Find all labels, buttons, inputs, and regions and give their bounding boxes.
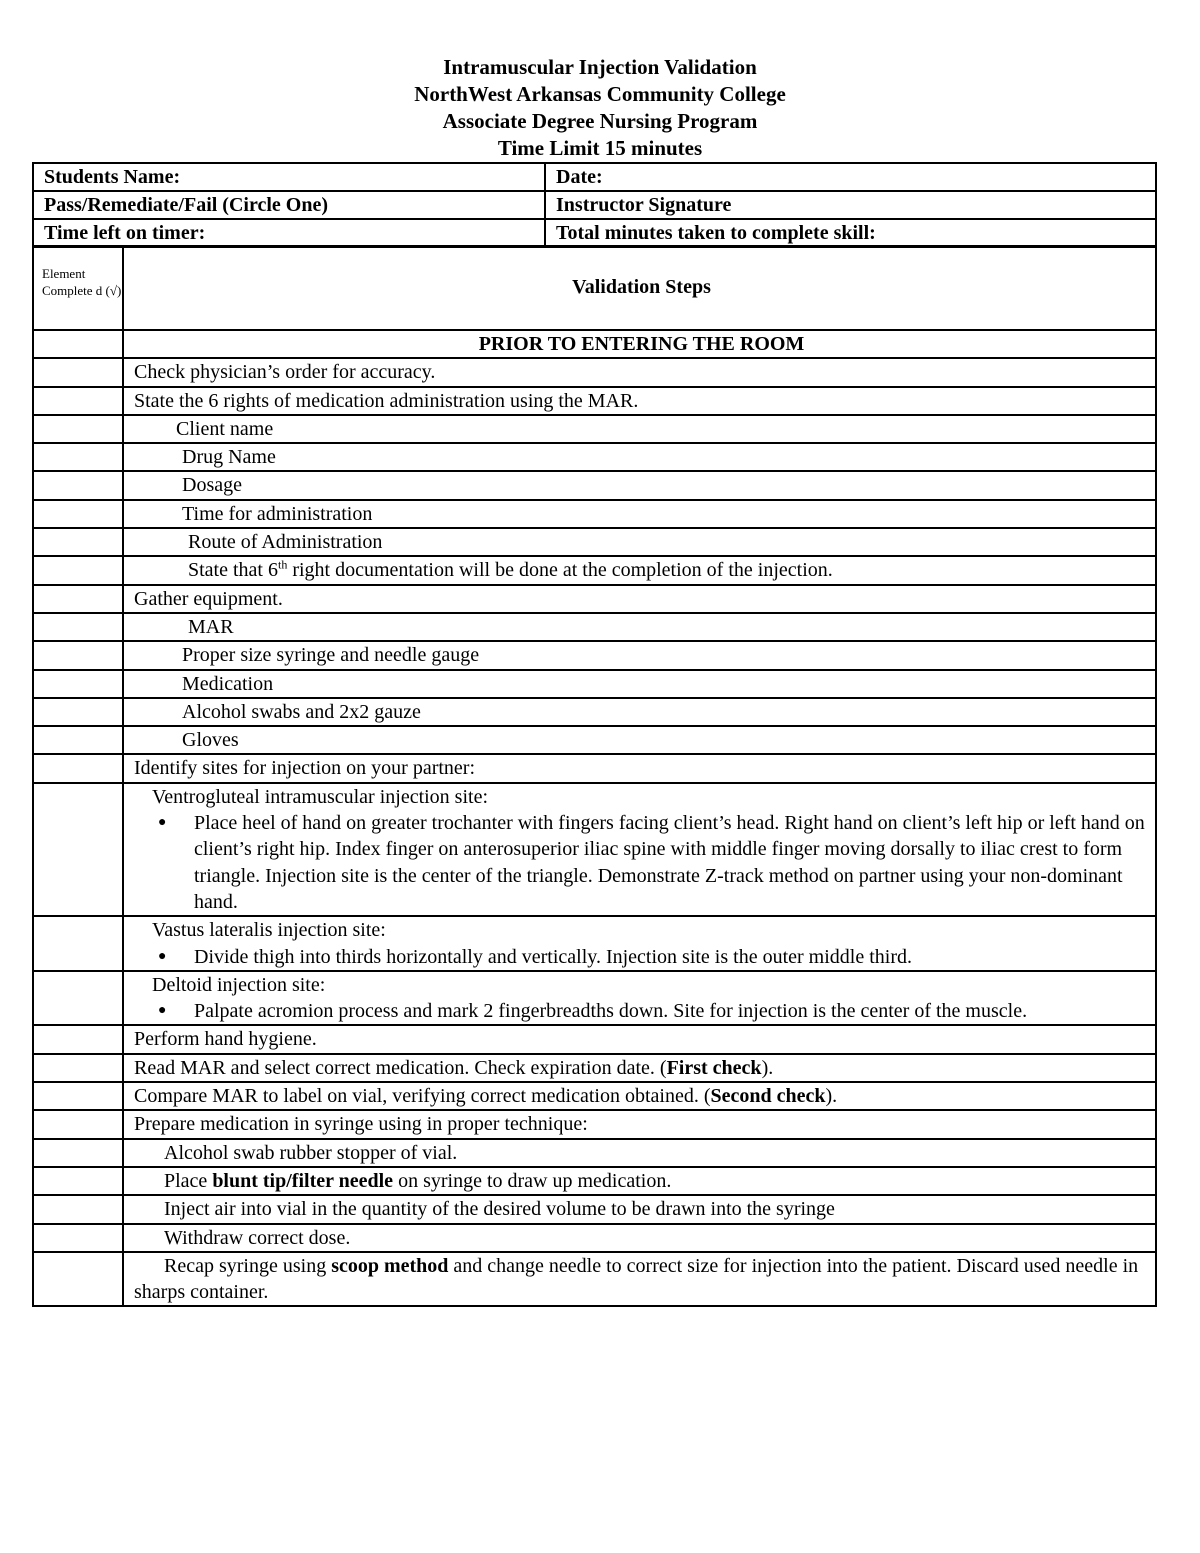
step-row [123, 1082, 1156, 1110]
doc-title: Intramuscular Injection Validation [443, 55, 757, 79]
step-row: Check physician’s order for accuracy. [123, 358, 1156, 386]
check-cell[interactable] [33, 1167, 123, 1195]
site-title: Ventrogluteal intramuscular injection site: [152, 785, 489, 808]
check-cell[interactable] [33, 358, 123, 386]
check-cell[interactable] [33, 387, 123, 415]
check-cell[interactable] [33, 1082, 123, 1110]
step-row [123, 1252, 1156, 1307]
check-cell[interactable] [33, 971, 123, 1026]
check-cell[interactable] [33, 726, 123, 754]
site-instruction: ● Place heel of hand on greater trochanter with fingers facing client’s head. Right hand on client’s left hip or left hand on client’s right hip. Index finger on anterosuperior iliac spine with middle finger moving dorsally to iliac crest to form triangle. Injection site is the center of the triangle. Demonstrate Z-track method on partner using your non-dominant hand. [194, 810, 1149, 915]
step-row: Gather equipment. [123, 585, 1156, 613]
instructor-signature-field[interactable]: Instructor Signature [545, 191, 1156, 219]
step-emphasis: scoop method [331, 1254, 449, 1277]
check-cell[interactable] [33, 443, 123, 471]
check-cell[interactable] [33, 754, 123, 782]
step-row: Perform hand hygiene. [123, 1025, 1156, 1053]
step-text: right documentation will be done at the completion of the injection. [287, 559, 833, 582]
pass-fail-field[interactable]: Pass/Remediate/Fail (Circle One) [33, 191, 545, 219]
element-completed-label: Element Complete d (√) [42, 266, 122, 298]
check-cell[interactable] [33, 528, 123, 556]
step-row: MAR [123, 613, 1156, 641]
step-text: Recap syringe using [164, 1254, 332, 1277]
step-row [123, 1054, 1156, 1082]
step-emphasis: blunt tip/filter needle [212, 1169, 394, 1192]
site-title: Vastus lateralis injection site: [152, 919, 386, 942]
step-text: Compare MAR to label on vial, verifying correct medication obtained. ( [134, 1085, 711, 1108]
check-cell[interactable] [33, 670, 123, 698]
element-completed-header [33, 246, 123, 330]
check-cell[interactable] [33, 415, 123, 443]
student-name-field[interactable]: Students Name: [33, 163, 545, 191]
step-text: State that 6 [188, 559, 278, 582]
step-row: Alcohol swabs and 2x2 gauze [123, 698, 1156, 726]
step-row: Identify sites for injection on your partner: [123, 754, 1156, 782]
step-row [123, 1167, 1156, 1195]
step-row: Prepare medication in syringe using in proper technique: [123, 1110, 1156, 1138]
check-cell[interactable] [33, 1252, 123, 1307]
superscript: th [277, 557, 288, 572]
step-emphasis: Second check [710, 1085, 826, 1108]
step-text: on syringe to draw up medication. [393, 1169, 672, 1192]
step-row: Dosage [123, 471, 1156, 499]
check-cell[interactable] [33, 1110, 123, 1138]
step-row [123, 971, 1156, 1026]
check-cell[interactable] [33, 916, 123, 971]
check-cell[interactable] [33, 698, 123, 726]
check-cell[interactable] [33, 783, 123, 916]
check-cell[interactable] [33, 556, 123, 584]
date-field[interactable]: Date: [545, 163, 1156, 191]
section-heading: PRIOR TO ENTERING THE ROOM [123, 330, 1156, 358]
step-emphasis: First check [666, 1056, 762, 1079]
student-info-table [32, 162, 1157, 248]
check-cell[interactable] [33, 1054, 123, 1082]
check-cell[interactable] [33, 500, 123, 528]
check-cell[interactable] [33, 1224, 123, 1252]
step-row [123, 916, 1156, 971]
total-minutes-field[interactable]: Total minutes taken to complete skill: [545, 219, 1156, 247]
college-name: NorthWest Arkansas Community College [414, 82, 786, 106]
step-row: Time for administration [123, 500, 1156, 528]
check-cell[interactable] [33, 1025, 123, 1053]
time-left-field[interactable]: Time left on timer: [33, 219, 545, 247]
step-row [123, 783, 1156, 916]
check-cell[interactable] [33, 1139, 123, 1167]
site-instruction: ● Divide thigh into thirds horizontally and vertically. Injection site is the outer middle third. [194, 944, 1149, 970]
check-cell[interactable] [33, 1195, 123, 1223]
validation-steps-label: Validation Steps [572, 276, 711, 298]
step-row: Medication [123, 670, 1156, 698]
step-text: and change needle to correct size for injection into the patient. Discard used needle in sharps container. [134, 1254, 1139, 1304]
step-row [123, 556, 1156, 584]
step-row: Gloves [123, 726, 1156, 754]
step-row: Drug Name [123, 443, 1156, 471]
check-cell[interactable] [33, 641, 123, 669]
check-cell[interactable] [33, 613, 123, 641]
check-cell[interactable] [33, 585, 123, 613]
validation-steps-header [123, 246, 1156, 330]
validation-steps-table [32, 245, 1157, 1307]
site-instruction: ● Palpate acromion process and mark 2 fingerbreadths down. Site for injection is the center of the muscle. [194, 998, 1149, 1024]
step-text: Place [164, 1169, 213, 1192]
check-cell[interactable] [33, 330, 123, 358]
step-text: Read MAR and select correct medication. Check expiration date. ( [134, 1056, 667, 1079]
step-text: ). [761, 1056, 774, 1079]
step-row: State the 6 rights of medication administration using the MAR. [123, 387, 1156, 415]
step-row: Route of Administration [123, 528, 1156, 556]
time-limit: Time Limit 15 minutes [497, 136, 703, 160]
check-cell[interactable] [33, 471, 123, 499]
program-name: Associate Degree Nursing Program [442, 109, 758, 133]
page-header [0, 54, 1200, 162]
step-row: Client name [123, 415, 1156, 443]
step-row: Withdraw correct dose. [123, 1224, 1156, 1252]
step-row: Proper size syringe and needle gauge [123, 641, 1156, 669]
step-row: Alcohol swab rubber stopper of vial. [123, 1139, 1156, 1167]
step-text: ). [825, 1085, 838, 1108]
site-title: Deltoid injection site: [152, 973, 326, 996]
step-row: Inject air into vial in the quantity of the desired volume to be drawn into the syringe [123, 1195, 1156, 1223]
